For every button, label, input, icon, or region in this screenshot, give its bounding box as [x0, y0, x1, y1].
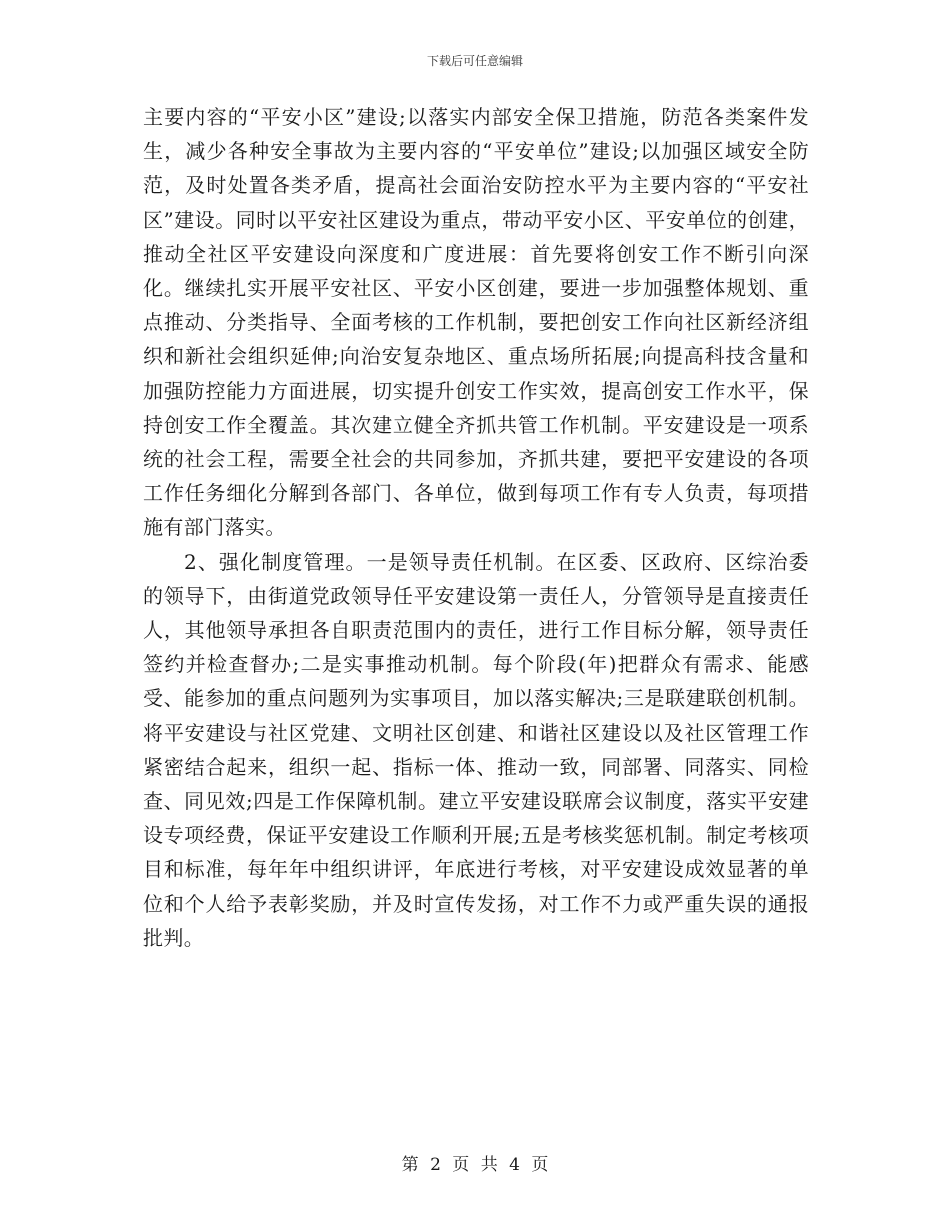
paragraph-continuation: 主要内容的“平安小区”建设;以落实内部安全保卫措施，防范各类案件发生，减少各种安全事故为主要内容的“平安单位”建设;以加强区域安全防范，及时处置各类矛盾，提高社会面治安防控水平为主要内容的“平安社区”建设。同时以平安社区建设为重点，带动平安小区、平安单位的创建，推动全社区平安建设向深度和广度进展：首先要将创安工作不断引向深化。继续扎实开展平安社区、平安小区创建，要进一步加强整体规划、重点推动、分类指导、全面考核的工作机制，要把创安工作向社区新经济组织和新社会组织延伸;向治安复杂地区、重点场所拓展;向提高科技含量和加强防控能力方面进展，切实提升创安工作实效，提高创安工作水平，保持创安工作全覆盖。其次建立健全齐抓共管工作机制。平安建设是一项系统的社会工程，需要全社会的共同参加，齐抓共建，要把平安建设的各项工作任务细化分解到各部门、各单位，做到每项工作有专人负责，每项措施有部门落实。 [143, 105, 809, 540]
page-header-note: 下载后可任意编辑 [426, 54, 523, 68]
paragraph-institution-management: 2、强化制度管理。一是领导责任机制。在区委、区政府、区综治委的领导下，由街道党政领导任平安建设第一责任人，分管领导是直接责任人，其他领导承担各自职责范围内的责任，进行工作目标分解，领导责任签约并检查督办;二是实事推动机制。每个阶段(年)把群众有需求、能感受、能参加的重点问题列为实事项目，加以落实解决;三是联建联创机制。将平安建设与社区党建、文明社区创建、和谐社区建设以及社区管理工作紧密结合起来，组织一起、指标一体、推动一致，同部署、同落实、同检查、同见效;四是工作保障机制。建立平安建设联席会议制度，落实平安建设专项经费，保证平安建设工作顺利开展;五是考核奖惩机制。制定考核项目和标准，每年年中组织讲评，年底进行考核，对平安建设成效显著的单位和个人给予表彰奖励，并及时宣传发扬，对工作不力或严重失误的通报批判。 [143, 549, 809, 950]
document-body [143, 100, 809, 955]
page-number: 第 2 页 共 4 页 [401, 1155, 549, 1175]
